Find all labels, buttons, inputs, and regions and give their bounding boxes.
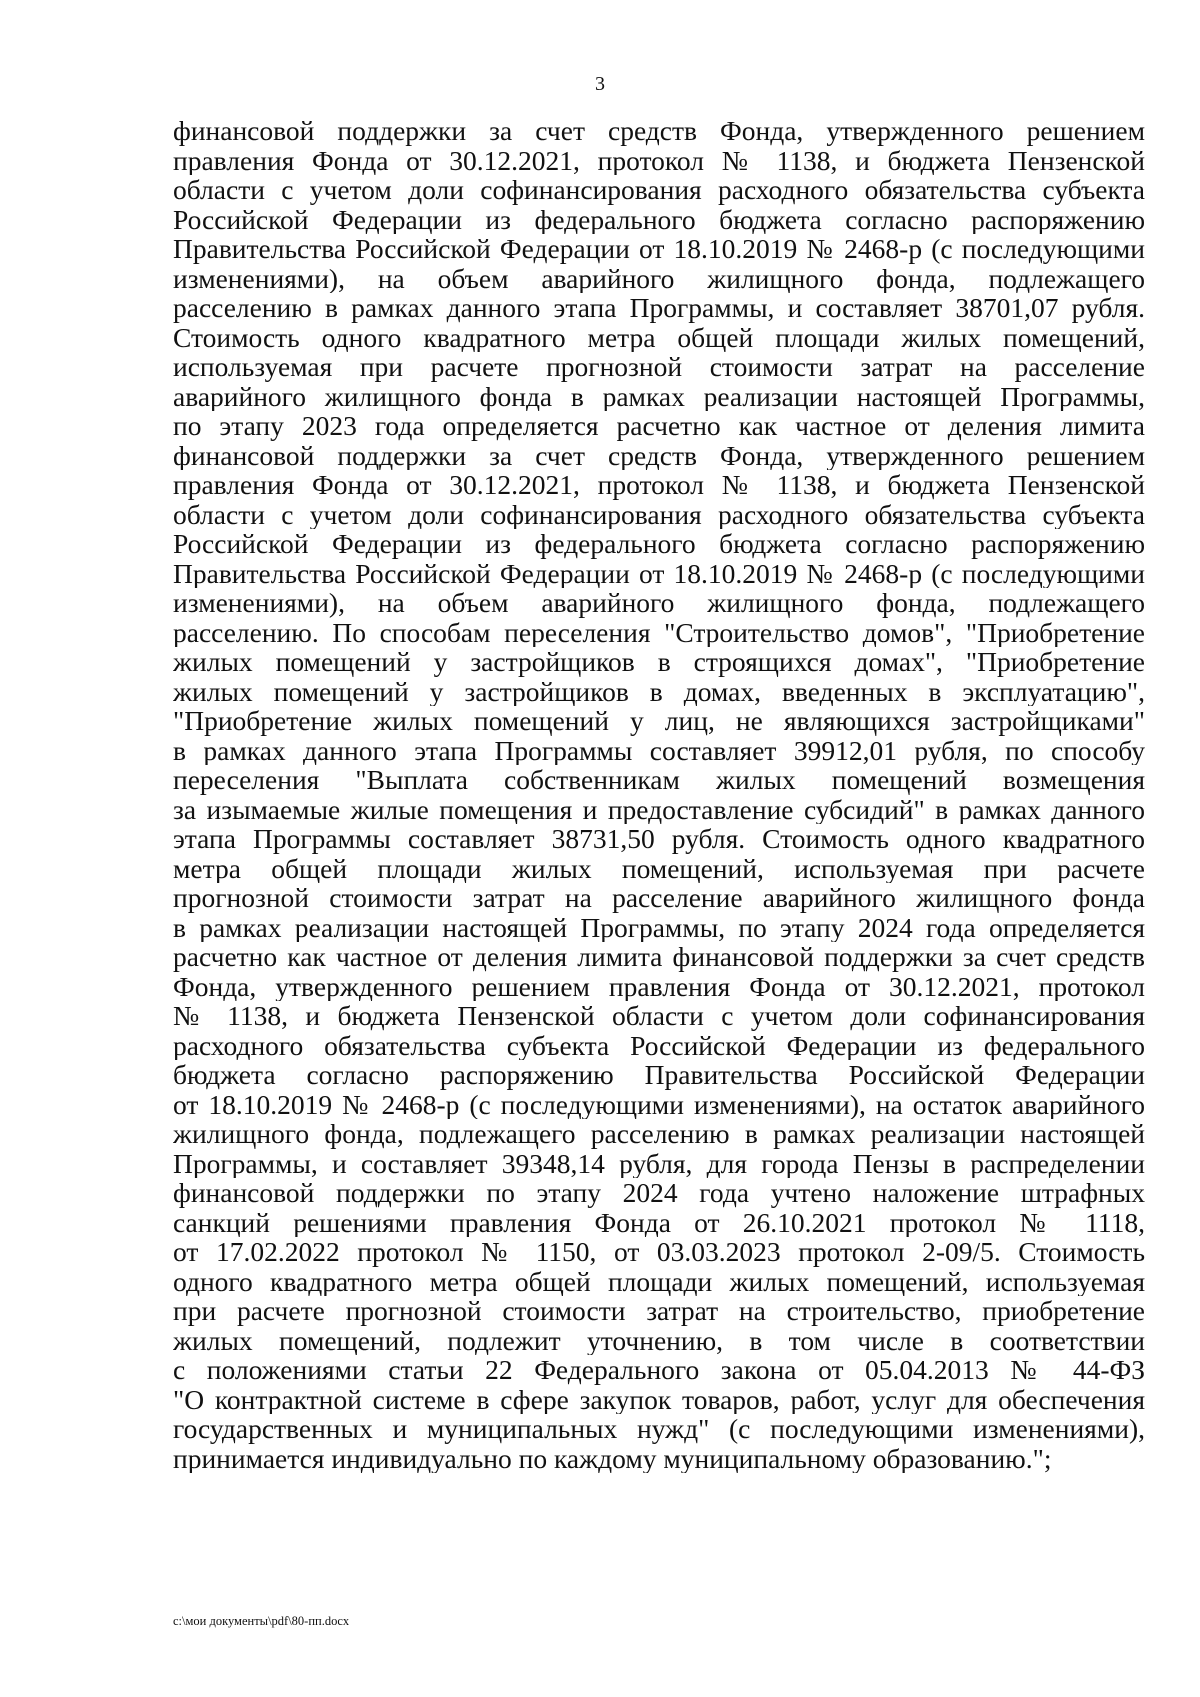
text-line: за изымаемые жилые помещения и предоставление субсидий" в рамках данного (173, 794, 1145, 824)
text-line: при расчете прогнозной стоимости затрат на строительство, приобретение (173, 1296, 1145, 1326)
text-line: санкций решениями правления Фонда от 26.10.2021 протокол № 1118, (173, 1207, 1145, 1237)
text-line: жилищного фонда, подлежащего расселению в рамках реализации настоящей (173, 1119, 1145, 1149)
text-line: метра общей площади жилых помещений, используемая при расчете (173, 853, 1145, 883)
text-line: Программы, и составляет 39348,14 рубля, для города Пензы в распределении (173, 1148, 1145, 1178)
text-line: от 18.10.2019 № 2468-р (с последующими изменениями), на остаток аварийного (173, 1089, 1145, 1119)
text-line: бюджета согласно распоряжению Правительства Российской Федерации (173, 1060, 1145, 1090)
text-line: по этапу 2023 года определяется расчетно как частное от деления лимита (173, 411, 1145, 441)
page-number: 3 (595, 73, 605, 95)
text-line: в рамках данного этапа Программы составляет 39912,01 рубля, по способу (173, 735, 1145, 765)
text-line: области с учетом доли софинансирования расходного обязательства субъекта (173, 499, 1145, 529)
text-line: с положениями статьи 22 Федерального закона от 05.04.2013 № 44-ФЗ (173, 1355, 1145, 1385)
text-line: правления Фонда от 30.12.2021, протокол № 1138, и бюджета Пензенской (173, 145, 1145, 175)
text-line: Стоимость одного квадратного метра общей площади жилых помещений, (173, 322, 1145, 352)
text-line: в рамках реализации настоящей Программы, по этапу 2024 года определяется (173, 912, 1145, 942)
text-line: изменениями), на объем аварийного жилищного фонда, подлежащего (173, 263, 1145, 293)
body-paragraph (173, 116, 1145, 1473)
text-line: одного квадратного метра общей площади жилых помещений, используемая (173, 1266, 1145, 1296)
text-line: Правительства Российской Федерации от 18.10.2019 № 2468-р (с последующими (173, 234, 1145, 264)
text-line: "О контрактной системе в сфере закупок товаров, работ, услуг для обеспечения (173, 1384, 1145, 1414)
text-line: прогнозной стоимости затрат на расселение аварийного жилищного фонда (173, 883, 1145, 913)
text-line: этапа Программы составляет 38731,50 рубля. Стоимость одного квадратного (173, 824, 1145, 854)
text-line: от 17.02.2022 протокол № 1150, от 03.03.2023 протокол 2-09/5. Стоимость (173, 1237, 1145, 1267)
text-line: расселению в рамках данного этапа Программы, и составляет 38701,07 рубля. (173, 293, 1145, 323)
text-line: № 1138, и бюджета Пензенской области с учетом доли софинансирования (173, 1001, 1145, 1031)
text-line: Правительства Российской Федерации от 18.10.2019 № 2468-р (с последующими (173, 558, 1145, 588)
text-line: принимается индивидуально по каждому муниципальному образованию."; (173, 1443, 1052, 1473)
text-line: финансовой поддержки за счет средств Фонда, утвержденного решением (173, 440, 1145, 470)
text-line: расходного обязательства субъекта Российской Федерации из федерального (173, 1030, 1145, 1060)
text-line: жилых помещений, подлежит уточнению, в том числе в соответствии (173, 1325, 1145, 1355)
text-line: аварийного жилищного фонда в рамках реализации настоящей Программы, (173, 381, 1145, 411)
text-line: правления Фонда от 30.12.2021, протокол № 1138, и бюджета Пензенской (173, 470, 1145, 500)
text-line: Фонда, утвержденного решением правления Фонда от 30.12.2021, протокол (173, 971, 1145, 1001)
text-line: переселения "Выплата собственникам жилых помещений возмещения (173, 765, 1145, 795)
text-line: жилых помещений у застройщиков в строящихся домах", "Приобретение (173, 647, 1145, 677)
text-line: Российской Федерации из федерального бюджета согласно распоряжению (173, 529, 1145, 559)
text-line: государственных и муниципальных нужд" (с последующими изменениями), (173, 1414, 1145, 1444)
text-line: области с учетом доли софинансирования расходного обязательства субъекта (173, 175, 1145, 205)
text-line: "Приобретение жилых помещений у лиц, не являющихся застройщиками" (173, 706, 1145, 736)
text-line: финансовой поддержки по этапу 2024 года учтено наложение штрафных (173, 1178, 1145, 1208)
text-line: расселению. По способам переселения "Строительство домов", "Приобретение (173, 617, 1145, 647)
footer-file-path: c:\мои документы\pdf\80-пп.docx (173, 1614, 350, 1628)
text-line: изменениями), на объем аварийного жилищного фонда, подлежащего (173, 588, 1145, 618)
text-line: финансовой поддержки за счет средств Фонда, утвержденного решением (173, 116, 1145, 146)
text-line: расчетно как частное от деления лимита финансовой поддержки за счет средств (173, 942, 1145, 972)
text-line: Российской Федерации из федерального бюджета согласно распоряжению (173, 204, 1145, 234)
text-line: используемая при расчете прогнозной стоимости затрат на расселение (173, 352, 1145, 382)
text-line: жилых помещений у застройщиков в домах, введенных в эксплуатацию", (173, 676, 1145, 706)
